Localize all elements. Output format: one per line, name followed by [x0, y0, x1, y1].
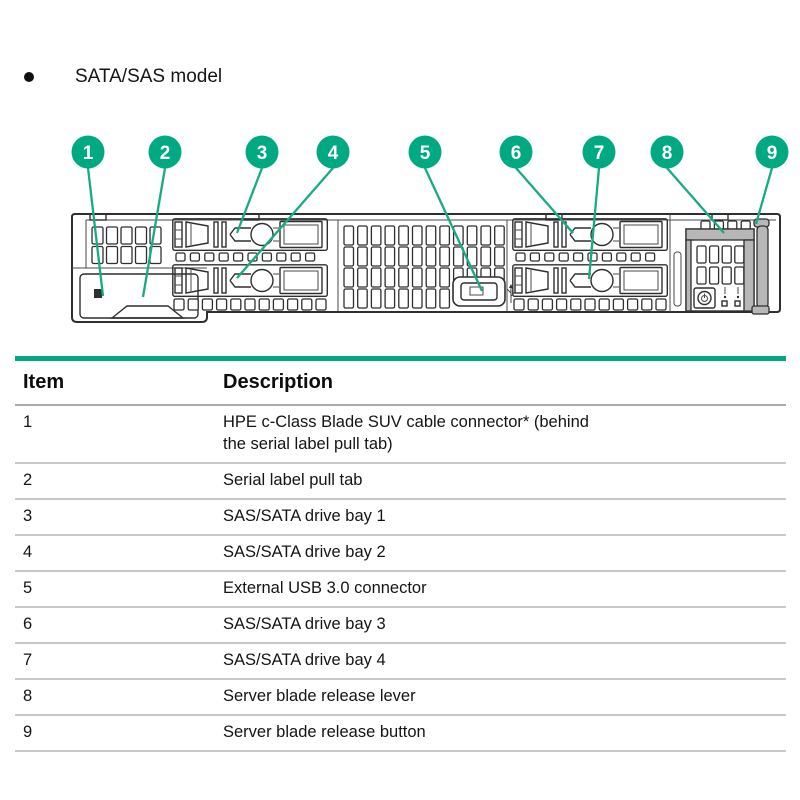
callout-number-1: 1 [82, 143, 94, 164]
table-row-2 [15, 464, 786, 500]
item-description-table [15, 356, 786, 752]
table-header-row [15, 361, 786, 406]
callout-number-6: 6 [510, 143, 522, 164]
description-cell: HPE c-Class Blade SUV cable connector* (behind the serial label pull tab) [223, 413, 589, 453]
callout-number-7: 7 [593, 143, 605, 164]
callout-number-4: 4 [327, 143, 339, 164]
description-cell: SAS/SATA drive bay 2 [223, 543, 386, 561]
item-cell: 5 [23, 579, 33, 597]
item-cell: 3 [23, 507, 33, 525]
description-cell: SAS/SATA drive bay 4 [223, 651, 386, 669]
table-row-7 [15, 644, 786, 680]
bullet-list-item [24, 66, 222, 88]
table-row-3 [15, 500, 786, 536]
callout-number-3: 3 [256, 143, 268, 164]
callout-number-2: 2 [159, 143, 171, 164]
screw-hole-row [514, 299, 666, 310]
column-header-item: Item [23, 371, 65, 393]
server-blade-front-panel-diagram [0, 130, 800, 335]
item-cell: 2 [23, 471, 33, 489]
item-cell: 6 [23, 615, 33, 633]
table-row-9 [15, 716, 786, 752]
screw-hole-row [174, 299, 326, 310]
table-body [15, 406, 786, 752]
callout-number-9: 9 [766, 143, 778, 164]
item-cell: 9 [23, 723, 33, 741]
description-cell: Server blade release lever [223, 687, 416, 705]
table-row-4 [15, 536, 786, 572]
section-title: SATA/SAS model [75, 66, 223, 87]
column-header-description: Description [223, 371, 334, 393]
description-cell: Serial label pull tab [223, 471, 363, 489]
item-cell: 7 [23, 651, 33, 669]
description-cell: Server blade release button [223, 723, 426, 741]
table-row-6 [15, 608, 786, 644]
bullet-marker-icon [24, 72, 34, 82]
callout-number-8: 8 [661, 143, 673, 164]
serial-tab-icon [94, 289, 102, 298]
callout-number-5: 5 [419, 143, 431, 164]
item-cell: 8 [23, 687, 33, 705]
description-cell: SAS/SATA drive bay 1 [223, 507, 386, 525]
table-row-8 [15, 680, 786, 716]
table-row-5 [15, 572, 786, 608]
description-cell: External USB 3.0 connector [223, 579, 427, 597]
table-row-1 [15, 406, 786, 464]
item-cell: 4 [23, 543, 33, 561]
description-cell: SAS/SATA drive bay 3 [223, 615, 386, 633]
item-cell: 1 [23, 413, 33, 431]
